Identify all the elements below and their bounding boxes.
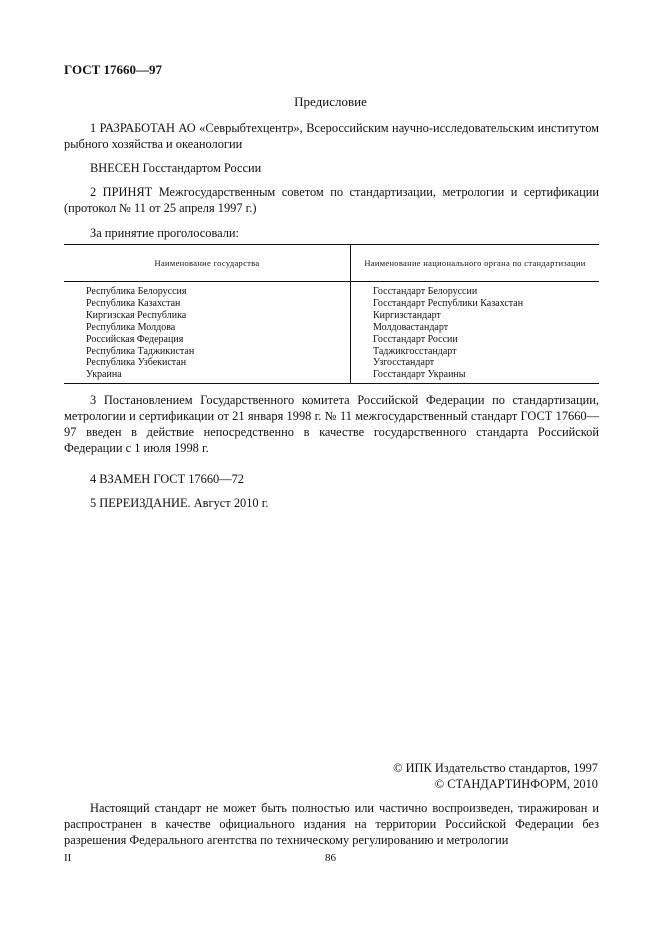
reproduction-notice: Настоящий стандарт не может быть полностью или частично воспроизведен, тиражирован и распространен в качестве официального издания на территории Российской Федерации без разрешения Федерального агентства по техническому регулированию и метрологии <box>64 801 599 847</box>
table-cell-state: Российская Федерация <box>86 333 184 345</box>
copyright-block <box>393 760 598 792</box>
copyright-line: © СТАНДАРТИНФОРМ, 2010 <box>434 777 598 791</box>
table-cell-state: Республика Молдова <box>86 321 176 333</box>
table-cell-body: Госстандарт России <box>373 333 458 345</box>
table-cell-state: Республика Казахстан <box>86 297 181 309</box>
table-header-state: Наименование государства <box>64 245 351 282</box>
table-header-body: Наименование национального органа по стандартизации <box>351 245 600 282</box>
copyright-line: © ИПК Издательство стандартов, 1997 <box>393 761 598 775</box>
table-cell-body: Молдовастандарт <box>373 321 449 333</box>
paragraph-replaces: 4 ВЗАМЕН ГОСТ 17660—72 <box>90 472 244 486</box>
paragraph-reissue: 5 ПЕРЕИЗДАНИЕ. Август 2010 г. <box>90 496 269 510</box>
vote-label: За принятие проголосовали: <box>90 226 239 240</box>
table-cell-body: Госстандарт Республики Казахстан <box>373 297 524 309</box>
table-cell-state: Республика Узбекистан <box>86 357 187 369</box>
document-header: ГОСТ 17660—97 <box>64 62 163 77</box>
table-cell-body: Госстандарт Украины <box>373 369 466 381</box>
page-number: 86 <box>325 852 336 864</box>
voting-table <box>64 244 599 384</box>
paragraph-introduced: ВНЕСЕН Госстандартом России <box>90 161 262 175</box>
table-cell-body: Таджикгосстандарт <box>373 345 457 357</box>
bodies-column <box>351 282 600 384</box>
table-cell-state: Киргизская Республика <box>86 309 187 321</box>
table-cell-body: Госстандарт Белоруссии <box>373 286 478 297</box>
paragraph-resolution: 3 Постановлением Государственного комитета Российской Федерации по стандартизации, метрологии и сертификации от 21 января 1998 г. № 11 межгосударственный стандарт ГОСТ 17660—97 введен в действие непосредственно в качестве государственного стандарта Российской Федерации с 1 июля 1998 г. <box>64 393 599 455</box>
table-cell-state: Республика Таджикистан <box>86 345 195 357</box>
table-cell-state: Украина <box>86 369 122 381</box>
paragraph-developed: 1 РАЗРАБОТАН АО «Севрыбтехцентр», Всероссийским научно-исследовательским институтом рыбного хозяйства и океанологии <box>64 121 599 151</box>
states-column <box>64 282 351 384</box>
table-cell-state: Республика Белоруссия <box>86 286 187 297</box>
section-title: Предисловие <box>294 94 367 109</box>
table-cell-body: Узгосстандарт <box>373 357 435 369</box>
table-cell-body: Киргизстандарт <box>373 309 441 321</box>
page-roman-numeral: II <box>64 852 72 864</box>
paragraph-adopted: 2 ПРИНЯТ Межгосударственным советом по стандартизации, метрологии и сертификации (протокол № 11 от 25 апреля 1997 г.) <box>64 185 599 215</box>
